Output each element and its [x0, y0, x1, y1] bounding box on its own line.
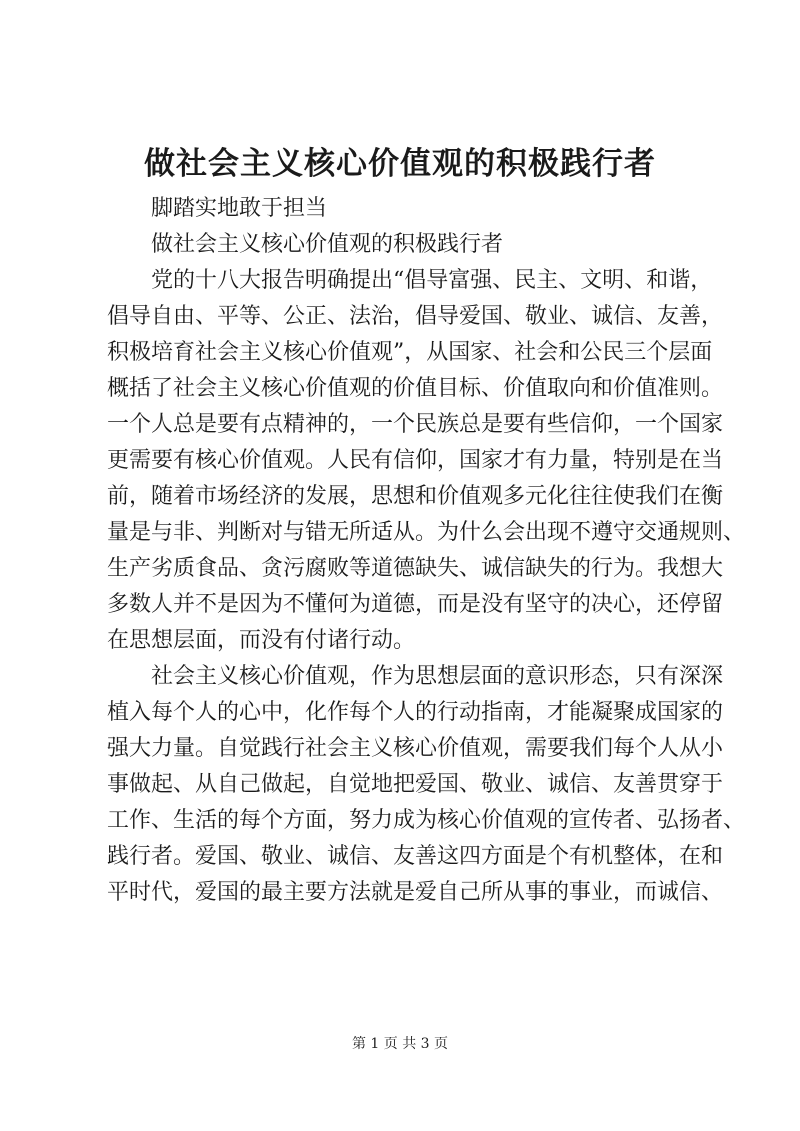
paragraph-line: 积极培育社会主义核心价值观”，从国家、社会和公民三个层面 — [107, 340, 713, 365]
paragraph-line: 多数人并不是因为不懂何为道德，而是没有坚守的决心，还停留 — [107, 592, 724, 617]
paragraph-line: 前，随着市场经济的发展，思想和价值观多元化往往使我们在衡 — [107, 484, 724, 509]
paragraph-line: 更需要有核心价值观。人民有信仰，国家才有力量，特别是在当 — [107, 448, 724, 473]
paragraph-line: 倡导自由、平等、公正、法治，倡导爱国、敬业、诚信、友善， — [107, 304, 724, 329]
heading-line: 做社会主义核心价值观的积极践行者 — [151, 232, 504, 257]
paragraph-line: 生产劣质食品、贪污腐败等道德缺失、诚信缺失的行为。我想大 — [107, 556, 724, 581]
document-body — [107, 191, 746, 911]
paragraph-line: 事做起、从自己做起，自觉地把爱国、敬业、诚信、友善贯穿于 — [107, 772, 724, 797]
document-title: 做社会主义核心价值观的积极践行者 — [144, 146, 656, 182]
paragraph-2 — [107, 659, 746, 911]
paragraph-line: 在思想层面，而没有付诸行动。 — [107, 628, 416, 653]
paragraph-line: 强大力量。自觉践行社会主义核心价值观，需要我们每个人从小 — [107, 736, 724, 761]
paragraph-line: 概括了社会主义核心价值观的价值目标、价值取向和价值准则。 — [107, 376, 724, 401]
paragraph-line: 党的十八大报告明确提出“倡导富强、民主、文明、和谐， — [151, 268, 713, 293]
paragraph-line: 一个人总是要有点精神的，一个民族总是要有些信仰，一个国家 — [107, 412, 724, 437]
paragraph-line: 工作、生活的每个方面，努力成为核心价值观的宣传者、弘扬者、 — [107, 808, 746, 833]
paragraph-line: 平时代，爱国的最主要方法就是爱自己所从事的事业，而诚信、 — [107, 880, 724, 905]
paragraph-line: 践行者。爱国、敬业、诚信、友善这四方面是个有机整体，在和 — [107, 844, 724, 869]
page-footer: 第 1 页 共 3 页 — [351, 1036, 449, 1052]
paragraph-line: 社会主义核心价值观，作为思想层面的意识形态，只有深深 — [151, 664, 724, 689]
paragraph-1 — [107, 263, 746, 659]
paragraph-line: 量是与非、判断对与错无所适从。为什么会出现不遵守交通规则、 — [107, 520, 746, 545]
subtitle-line: 脚踏实地敢于担当 — [151, 196, 328, 221]
paragraph-line: 植入每个人的心中，化作每个人的行动指南，才能凝聚成国家的 — [107, 700, 724, 725]
